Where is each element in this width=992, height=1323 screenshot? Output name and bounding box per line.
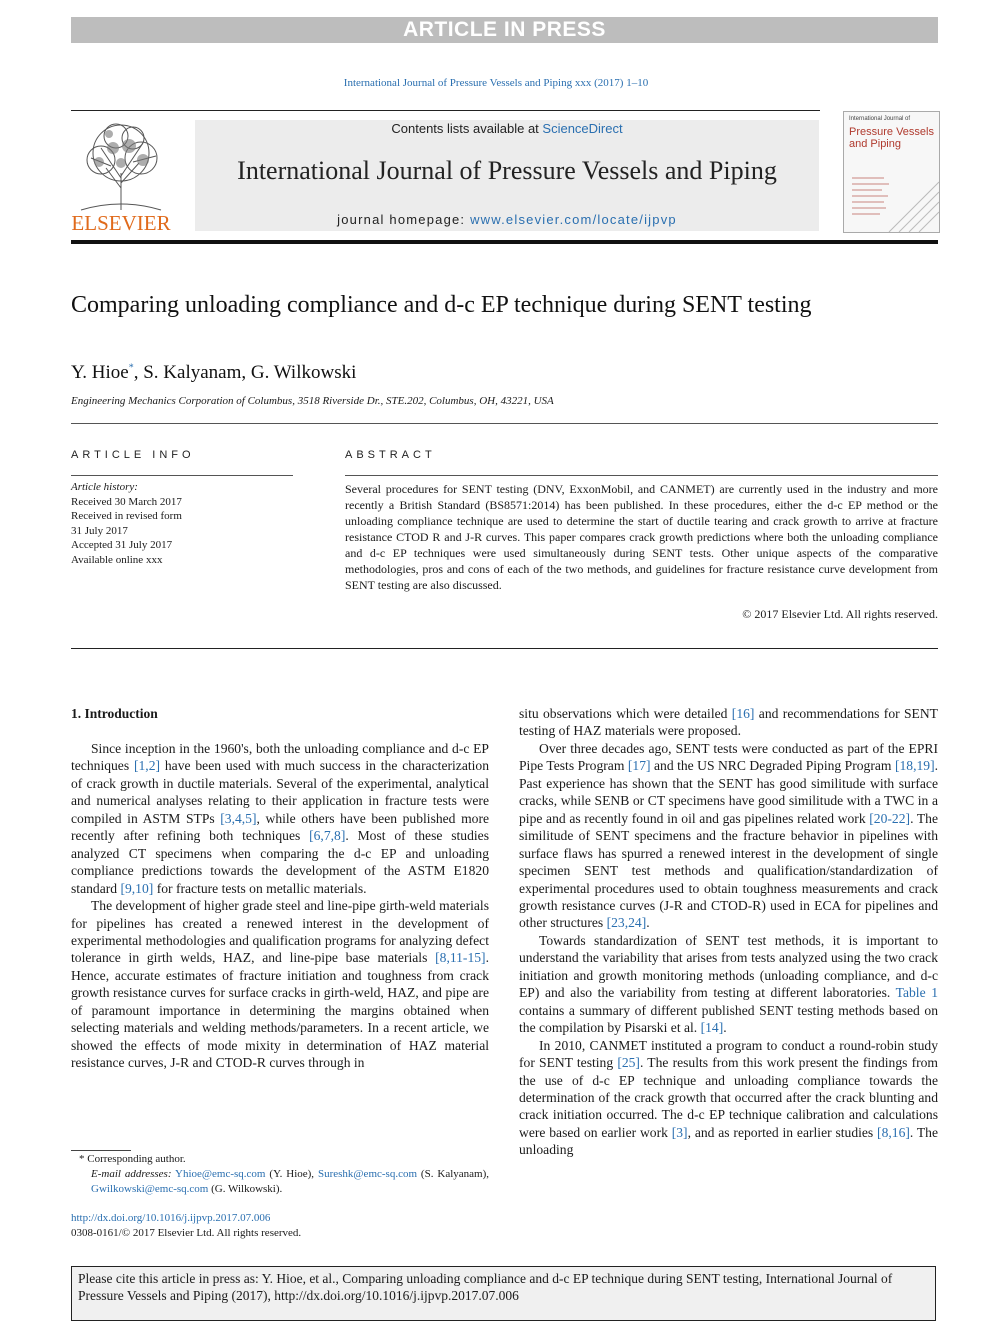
intro-paragraph: In 2010, CANMET instituted a program to conduct a round-robin study for SENT testing [25]. The results from this work present the findings from the use of d-c EP technique and unloading compliance towards the determination of the crack growth that occurred after the crack blunting and crack initiation occurred. The d-c EP technique calibration and calculations were based on earlier work [3], and as reported in earlier studies [8,16]. The unloading [519,1037,939,1158]
abstract-bottom-rule [71,648,938,649]
elsevier-logo [71,118,171,234]
history-revised: Received in revised form [71,510,182,522]
contents-prefix: Contents lists available at [391,121,543,136]
corresponding-author-mark[interactable]: * [128,362,134,374]
cover-small-text: International Journal of [849,116,911,122]
journal-cover-thumbnail [843,111,940,233]
journal-title: International Journal of Pressure Vessels and Piping [237,156,777,185]
citation-link[interactable]: [16] [731,706,755,721]
citation-link[interactable]: [18,19] [894,758,935,774]
other-authors: , S. Kalyanam, G. Wilkowski [133,362,357,383]
article-history [71,480,182,567]
intro-paragraph: Over three decades ago, SENT tests were conducted as part of the EPRI Pipe Tests Program [17] and the US NRC Degraded Piping Program [18,19]. Past experience has shown that the SENT has good similitude with surface cracks, while SENB or CT specimens have good similitude with a TWC in a pipe and as recently found in oil and gas pipelines related work [20-22]. The similitude of SENT specimens and the fracture behavior in pipelines with surface flaws has spurred a renewed interest in the development of single specimen SENT test methods and qualification/standardization of experimental procedures used to obtain toughness measurements and crack growth resistance curves (J-R and CTOD-R) used in ECA for pipelines and other structures [23,24]. [519,740,938,931]
abstract-heading: ABSTRACT [345,449,436,461]
citation-link[interactable]: [14] [700,1020,724,1036]
footnote-rule [71,1150,131,1151]
citation-link[interactable]: [9,10] [120,880,154,896]
citation-link[interactable]: [1,2] [133,758,161,774]
history-accepted: Accepted 31 July 2017 [71,539,173,551]
footnotes [71,1152,489,1197]
citation-link[interactable]: [8,16] [877,1124,910,1140]
email-addresses: E-mail addresses: Yhioe@emc-sq.com (Y. Hioe), Sureshk@emc-sq.com (S. Kalyanam), Gwilkowski@emc-sq.com (G. Wilkowski). [91,1168,489,1195]
cover-title: Pressure Vessels and Piping [849,126,934,150]
sciencedirect-link[interactable]: ScienceDirect [542,121,623,136]
citation-link[interactable]: [3] [671,1124,688,1140]
affiliation: Engineering Mechanics Corporation of Columbus, 3518 Riverside Dr., STE.202, Columbus, OH, 43221, USA [71,395,554,407]
abstract-copyright: © 2017 Elsevier Ltd. All rights reserved. [742,607,938,621]
citation-link[interactable]: [17] [627,758,651,774]
cover-decoration [844,112,939,232]
contents-line [195,121,819,136]
citation-link[interactable]: [8,11-15] [435,950,486,966]
elsevier-wordmark: ELSEVIER [71,211,171,234]
citation-link[interactable]: [3,4,5] [220,810,257,826]
corresponding-author-note: * Corresponding author. [79,1153,186,1165]
history-revised-date: 31 July 2017 [71,524,128,537]
article-in-press-banner: ARTICLE IN PRESS [71,17,938,43]
homepage-link[interactable]: www.elsevier.com/locate/ijpvp [470,212,677,227]
intro-right-column [519,705,938,1159]
citation-link[interactable]: [6,7,8] [309,828,346,844]
citation-link[interactable]: [20-22] [869,810,911,826]
citation-box: Please cite this article in press as: Y. Hioe, et al., Comparing unloading compliance and d-c EP technique during SENT testing, International Journal of Pressure Vessels and Piping (2017), http://dx.doi.org/10.1016/j.ijpvp.2017.07.006 [71,1266,936,1321]
intro-paragraph: The development of higher grade steel and line-pipe girth-weld materials for pipelines has created a renewed interest in the development of experimental methodologies and qualification programs for analyzing defect tolerance in girth welds, HAZ, and line-pipe base materials [8,11-15]. Hence, accurate estimates of fracture initiation and toughness from crack growth resistance curves for surface cracks in girth-weld, HAZ, and pipe are of paramount importance in determining the margins obtained when selecting materials and welding methods/parameters. In a recent article, we showed the effects of mode mixity in determination of HAZ material resistance curves, J-R and CTOD-R curves through in [71,898,489,1071]
email-link-kalyanam[interactable]: Sureshk@emc-sq.com [317,1168,418,1180]
intro-left-column [71,740,489,1072]
section-rule [71,423,938,424]
issn-copyright: 0308-0161/© 2017 Elsevier Ltd. All rights reserved. [71,1227,302,1239]
author-list [71,362,356,384]
elsevier-tree-icon [71,118,171,234]
history-received: Received 30 March 2017 [71,495,182,508]
article-title: Comparing unloading compliance and d-c EP technique during SENT testing [71,292,812,318]
article-info-heading: ARTICLE INFO [71,449,195,461]
history-label: Article history: [71,481,138,493]
citation-link[interactable]: [25] [617,1055,640,1071]
history-online: Available online xxx [71,553,163,566]
introduction-heading: 1. Introduction [71,706,158,721]
citation-link[interactable]: [23,24] [606,915,647,931]
header-thick-rule [71,240,938,244]
author-hioe[interactable]: Y. Hioe [71,362,129,383]
doi-link[interactable]: http://dx.doi.org/10.1016/j.ijpvp.2017.07.006 [71,1212,271,1224]
homepage-prefix: journal homepage: [337,212,471,227]
abstract-text: Several procedures for SENT testing (DNV, ExxonMobil, and CANMET) are currently used in the industry and more recently a British Standard (BS8571:2014) has been published. In these procedures, either the d-c EP method or the unloading compliance technique are used to determine the start of ductile tearing and crack growth to arrive at fracture resistance CTOD R and J-R curves. This paper compares crack growth predictions where both the unloading compliance and d-c EP techniques were used simultaneously during SENT tests. Other unique aspects of the comparative methodologies, pros and cons of each of the two methods, and guidelines for fracture resistance curve development from SENT testing are also discussed. [345,482,938,592]
article-info-rule [71,475,293,476]
table-link[interactable]: Table 1 [895,985,938,1001]
email-link-hioe[interactable]: Yhioe@emc-sq.com [175,1168,266,1180]
journal-homepage [195,212,819,227]
email-link-wilkowski[interactable]: Gwilkowski@emc-sq.com [91,1183,209,1195]
intro-paragraph: Since inception in the 1960's, both the unloading compliance and d-c EP techniques [1,2] have been used with much success in the characterization of crack growth in ductile materials. Several of the experimental, analytical and numerical analyses relating to their application in fracture tests were compiled in ASTM STPs [3,4,5], while others have been published more recently after refining both techniques [6,7,8]. Most of these studies analyzed CT specimens when comparing the d-c EP and unloading compliance predictions towards the development of the ASTM E1820 standard [9,10] for fracture tests on metallic materials. [71,741,490,896]
intro-paragraph: situ observations which were detailed [16] and recommendations for SENT testing of HAZ materials were proposed. [519,706,938,739]
journal-citation-link[interactable]: International Journal of Pressure Vessels and Piping xxx (2017) 1–10 [343,77,649,89]
header-top-rule [71,110,820,111]
intro-paragraph: Towards standardization of SENT test methods, it is important to understand the variability that arises from tests analyzed using the two crack initiation and growth monitoring methods (unloading compliance, and d-c EP) and also the variability from testing at different laboratories. Table 1 contains a summary of different published SENT testing methods based on the compilation by Pisarski et al. [14]. [519,932,938,1036]
abstract-rule [345,475,938,476]
